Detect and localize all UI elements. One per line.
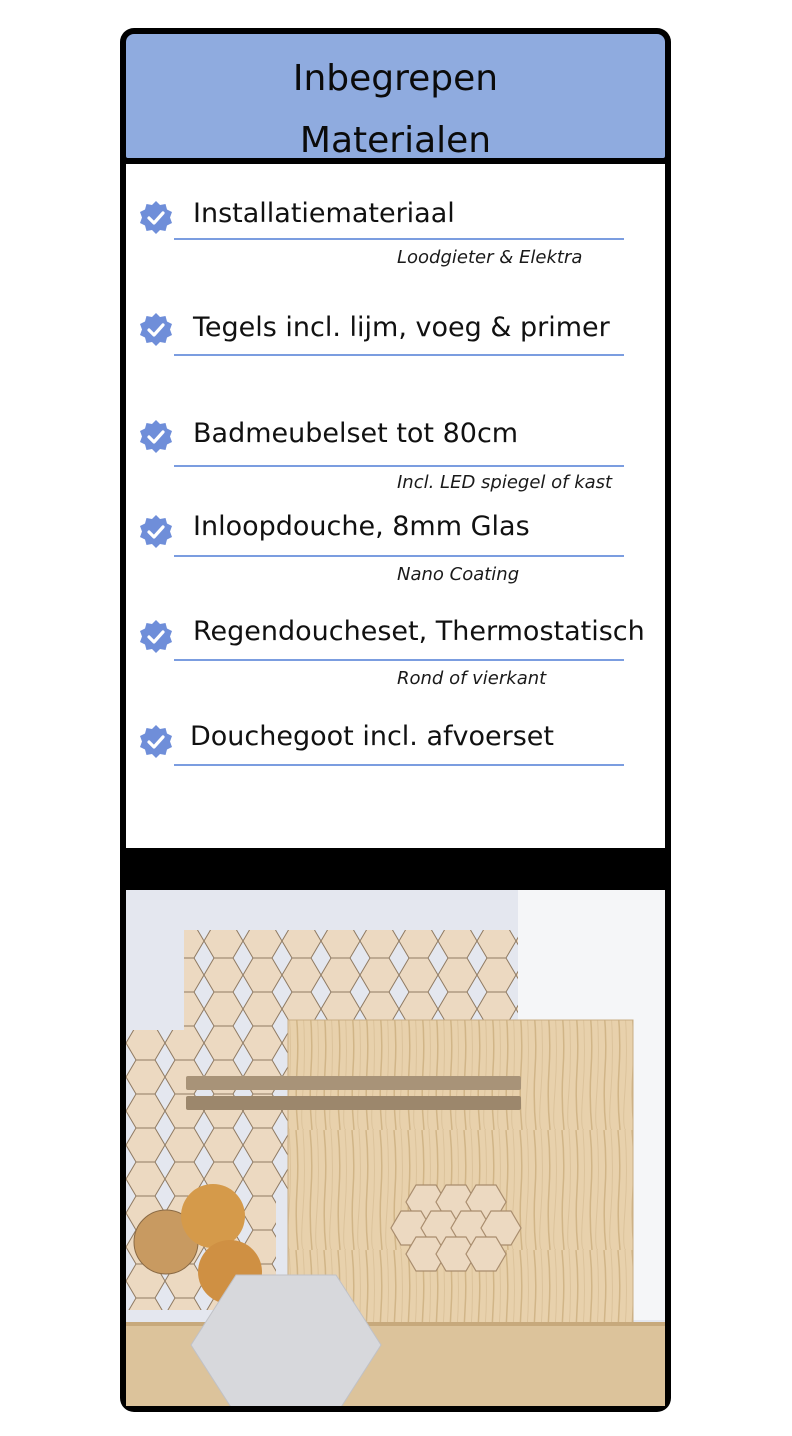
item-underline: [174, 555, 624, 557]
item-underline: [174, 764, 624, 766]
page-title: [126, 48, 665, 172]
item-label: Douchegoot incl. afvoerset: [190, 721, 554, 752]
title-line-2: Materialen: [299, 120, 492, 161]
item-label: Installatiemateriaal: [193, 198, 455, 229]
item-underline: [174, 465, 624, 467]
item-subtitle: Incl. LED spiegel of kast: [397, 472, 613, 493]
materials-photo: [126, 890, 665, 1406]
item-underline: [174, 238, 624, 240]
item-subtitle: Nano Coating: [397, 564, 520, 585]
materials-illustration: [126, 890, 665, 1406]
verified-check-icon: [138, 312, 174, 348]
verified-check-icon: [138, 419, 174, 455]
item-subtitle: Rond of vierkant: [397, 668, 547, 689]
item-label: Inloopdouche, 8mm Glas: [193, 511, 530, 542]
item-underline: [174, 354, 624, 356]
header-banner: [126, 34, 665, 161]
title-line-1: Inbegrepen: [292, 58, 499, 99]
item-label: Tegels incl. lijm, voeg & primer: [193, 312, 610, 343]
section-divider: [126, 848, 665, 890]
verified-check-icon: [138, 619, 174, 655]
verified-check-icon: [138, 514, 174, 550]
materials-list: [126, 164, 665, 848]
item-label: Regendoucheset, Thermostatisch: [193, 616, 645, 647]
item-underline: [174, 659, 624, 661]
item-subtitle: Loodgieter & Elektra: [397, 247, 583, 268]
verified-check-icon: [138, 724, 174, 760]
verified-check-icon: [138, 200, 174, 236]
item-label: Badmeubelset tot 80cm: [193, 418, 519, 449]
